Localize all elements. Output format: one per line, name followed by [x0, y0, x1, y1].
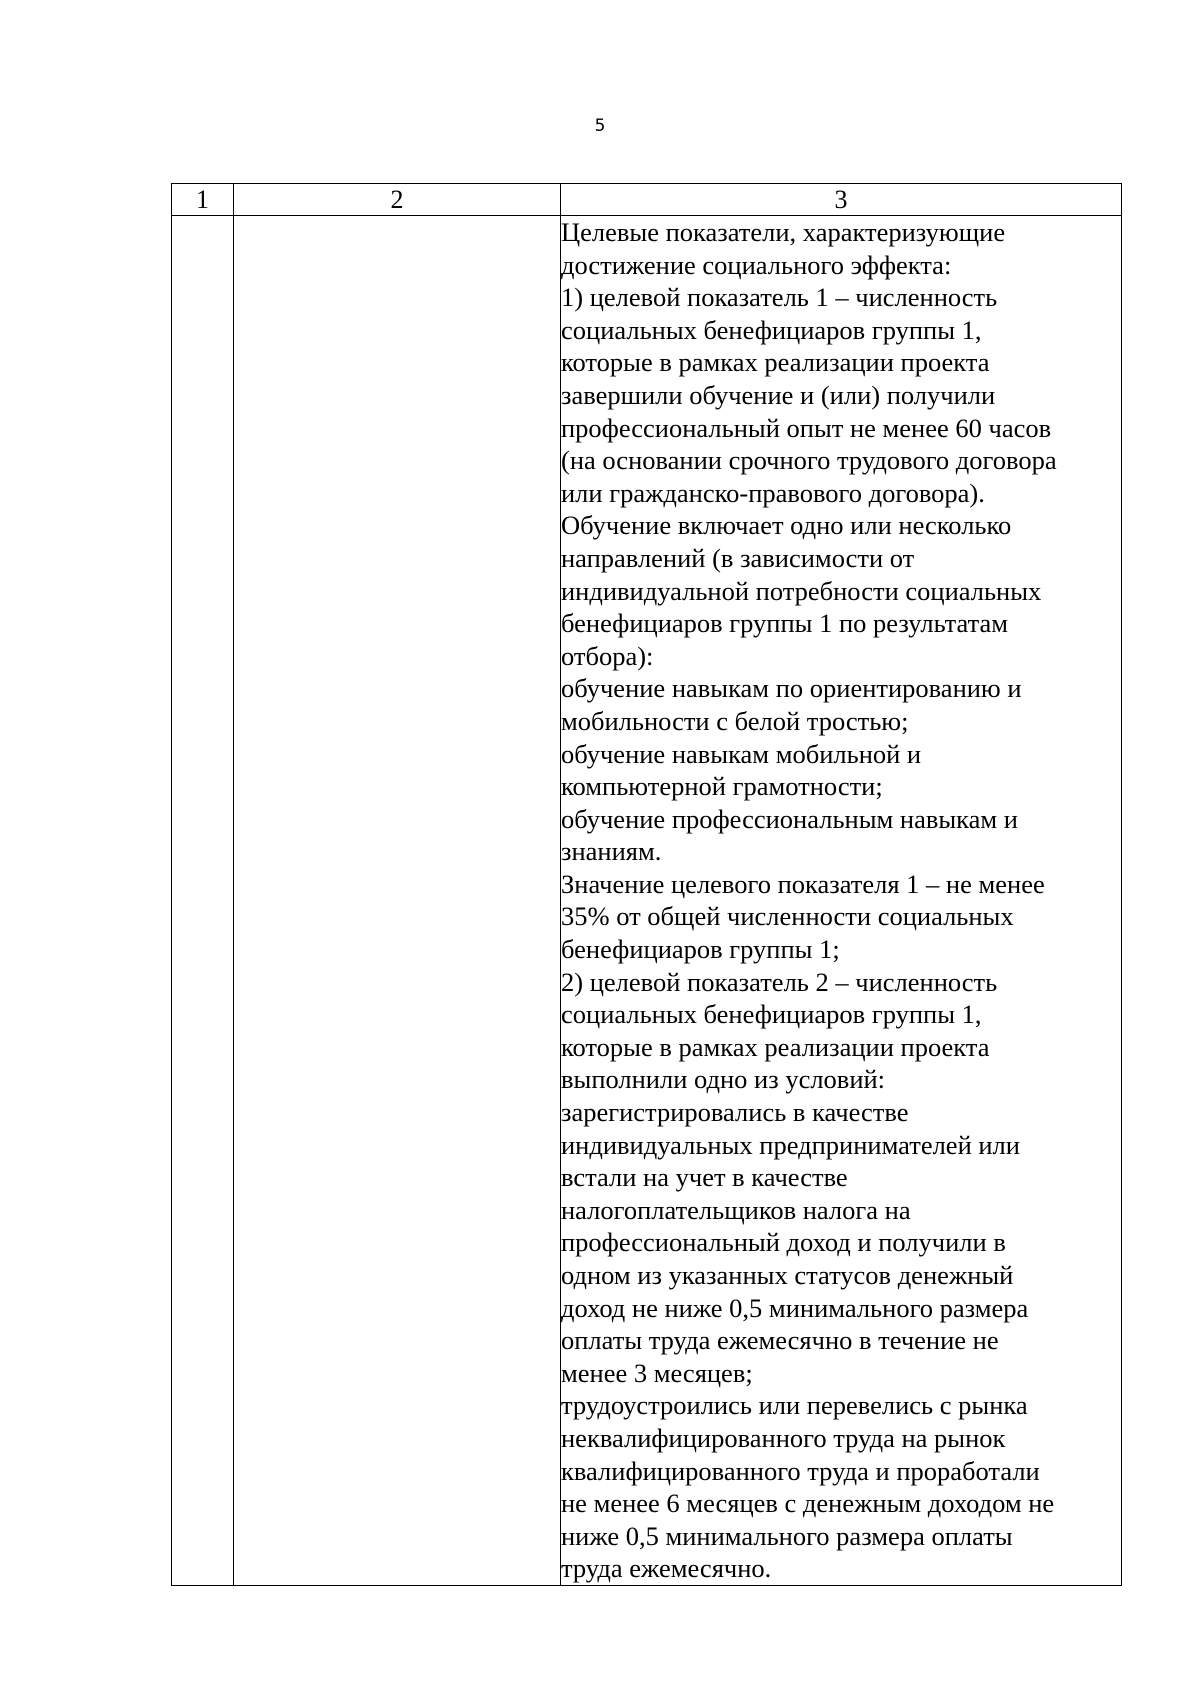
text-line: компьютерной грамотности; — [561, 771, 883, 802]
text-line: профессиональный опыт не менее 60 часов — [561, 412, 1052, 443]
cell-col-1 — [172, 216, 234, 1586]
header-cell-3: 3 — [561, 184, 1122, 216]
text-line: знаниям. — [561, 836, 662, 867]
text-line: ниже 0,5 минимального размера оплаты — [561, 1520, 1013, 1551]
text-line: квалифицированного труда и проработали — [561, 1455, 1040, 1486]
text-line: встали на учет в качестве — [561, 1162, 848, 1193]
text-line: направлений (в зависимости от — [561, 542, 915, 573]
text-line: обучение профессиональным навыкам и — [561, 803, 1018, 834]
table-header-row — [172, 184, 1122, 216]
text-line: достижение социального эффекта: — [561, 249, 952, 280]
indicator-table — [171, 183, 1122, 1586]
cell-col-3 — [561, 216, 1122, 1586]
text-line: бенефициаров группы 1; — [561, 934, 840, 965]
indicator-description — [561, 216, 1121, 1585]
text-line: (на основании срочного трудового договора — [561, 445, 1057, 476]
text-line: бенефициаров группы 1 по результатам — [561, 608, 1009, 639]
header-cell-1: 1 — [172, 184, 234, 216]
text-line: 2) целевой показатель 2 – численность — [561, 966, 998, 997]
text-line: индивидуальных предпринимателей или — [561, 1129, 1020, 1160]
table-row — [172, 216, 1122, 1586]
text-line: одном из указанных статусов денежный — [561, 1260, 1014, 1290]
text-line: зарегистрировались в качестве — [561, 1097, 909, 1128]
text-line: трудоустроились или перевелись с рынка — [561, 1390, 1028, 1421]
text-line: неквалифицированного труда на рынок — [561, 1422, 1006, 1453]
text-line: обучение навыкам мобильной и — [561, 738, 922, 769]
text-line: доход не ниже 0,5 минимального размера — [561, 1292, 1029, 1323]
text-line: мобильности с белой тростью; — [561, 705, 909, 736]
text-line: менее 3 месяцев; — [561, 1357, 753, 1388]
text-line: выполнили одно из условий: — [561, 1064, 886, 1095]
cell-col-2 — [234, 216, 561, 1586]
text-line: налогоплательщиков налога на — [561, 1194, 911, 1225]
text-line: 1) целевой показатель 1 – численность — [561, 282, 998, 313]
text-line: индивидуальной потребности социальных — [561, 575, 1042, 606]
text-line: Целевые показатели, характеризующие — [561, 217, 1006, 247]
text-line: 35% от общей численности социальных — [561, 901, 1014, 932]
text-line: социальных бенефициаров группы 1, — [561, 999, 982, 1030]
text-line: Значение целевого показателя 1 – не менее — [561, 868, 1045, 899]
text-line: профессиональный доход и получили в — [561, 1227, 1006, 1258]
text-line: труда ежемесячно. — [561, 1553, 772, 1584]
text-line: оплаты труда ежемесячно в течение не — [561, 1325, 999, 1356]
text-line: отбора): — [561, 640, 654, 671]
text-line: которые в рамках реализации проекта — [561, 347, 990, 378]
text-line: не менее 6 месяцев с денежным доходом не — [561, 1488, 1055, 1519]
text-line: Обучение включает одно или несколько — [561, 510, 1012, 541]
text-line: завершили обучение и (или) получили — [561, 379, 996, 410]
text-line: обучение навыкам по ориентированию и — [561, 673, 1022, 704]
text-line: социальных бенефициаров группы 1, — [561, 314, 982, 345]
page-number: 5 — [594, 116, 606, 136]
text-line: или гражданско-правового договора). — [561, 477, 985, 508]
text-line: которые в рамках реализации проекта — [561, 1031, 990, 1062]
header-cell-2: 2 — [234, 184, 561, 216]
